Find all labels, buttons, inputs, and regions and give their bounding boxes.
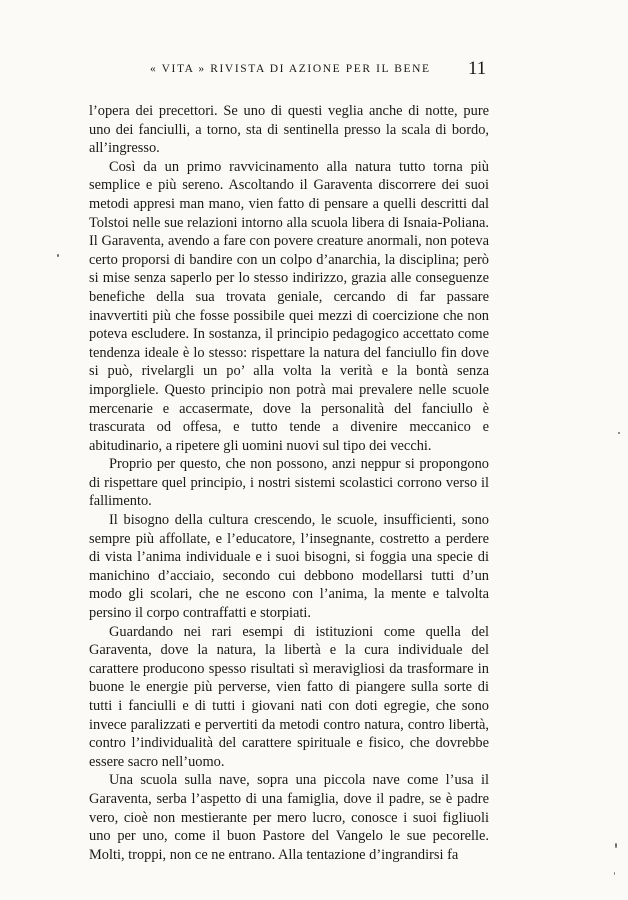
margin-speck bbox=[615, 843, 617, 848]
margin-speck bbox=[618, 432, 620, 434]
margin-speck bbox=[57, 254, 59, 257]
page-number: 11 bbox=[468, 58, 487, 79]
body-text bbox=[89, 102, 489, 864]
paragraph: Guardando nei rari esempi di istituzioni come quella del Garaventa, dove la natura, la libertà e la cura individuale del carattere producono spesso risultati sì meravigliosi da trasformare in buone le energie più perverse, vien fatto di piangere sulla sorte di tutti i fanciulli e di tutti i giovani nati con doti egregie, che sono invece paralizzati e pervertiti da metodi contro natura, contro libertà, contro l’individualità del carattere spirituale e fisico, che dovrebbe essere sacro nell’uomo. bbox=[89, 623, 489, 770]
margin-speck bbox=[614, 872, 615, 875]
paragraph: Una scuola sulla nave, sopra una piccola nave come l’usa il Garaventa, serba l’aspetto di una famiglia, dove il padre, se è padre vero, cioè non mestierante per mero lucro, conosce i suoi figliuoli uno per uno, come il buon Pastore del Vangelo le sue pecorelle. Molti, troppi, non ce ne entrano. Alla tentazione d’ingrandirsi fa bbox=[89, 772, 489, 863]
paragraph: Proprio per questo, che non possono, anzi neppur si propongono di rispettare quel principio, i nostri sistemi scolastici corrono verso il fallimento. bbox=[89, 456, 489, 510]
paragraph: Il bisogno della cultura crescendo, le scuole, insufficienti, sono sempre più affollate, e l’educatore, l’insegnante, costretto a perdere di vista l’anima individuale e i suoi bisogni, si foggia una specie di manichino d’acciaio, secondo cui debbono modellarsi tutti d’un modo gli scolari, che ne escono con l’anima, la mente e talvolta persino il corpo contraffatti e storpiati. bbox=[89, 512, 489, 622]
running-title: « VITA » RIVISTA DI AZIONE PER IL BENE bbox=[150, 63, 431, 75]
paragraph: Così da un primo ravvicinamento alla natura tutto torna più semplice e più sereno. Ascoltando il Garaventa discorrere dei suoi metodi appresi man mano, vien fatto di pensare a quelli descritti dal Tolstoi nelle sue relazioni intorno alla scuola libera di Isnaia-Poliana. Il Garaventa, avendo a fare con povere creature anormali, non poteva certo proporsi di bandire con un colpo d’anarchia, la disciplina; però si mise senza saperlo per lo stesso indirizzo, grazia alle conseguenze benefiche della sua trovata geniale, cercando di far passare inavvertiti più che fosse possibile quei mezzi di coercizione che non poteva escludere. In sostanza, il principio pedagogico accettato come tendenza ideale è lo stesso: rispettare la natura del fanciullo fin dove si può, rivelargli un po’ alla volta la verità e la bontà senza imporgliele. Questo principio non potrà mai prevalere nelle scuole mercenarie e accasermate, dove la personalità del fanciullo è trascurata od offesa, e tutto tende a divenire meccanico e abitudinario, a ripetere gli uomini nuovi sul tipo dei vecchi. bbox=[89, 158, 489, 454]
paragraph-continuation: l’opera dei precettori. Se uno di questi veglia anche di notte, pure uno dei fanciulli, a torno, sta di sentinella presso la scala di bordo, all’ingresso. bbox=[89, 103, 489, 157]
